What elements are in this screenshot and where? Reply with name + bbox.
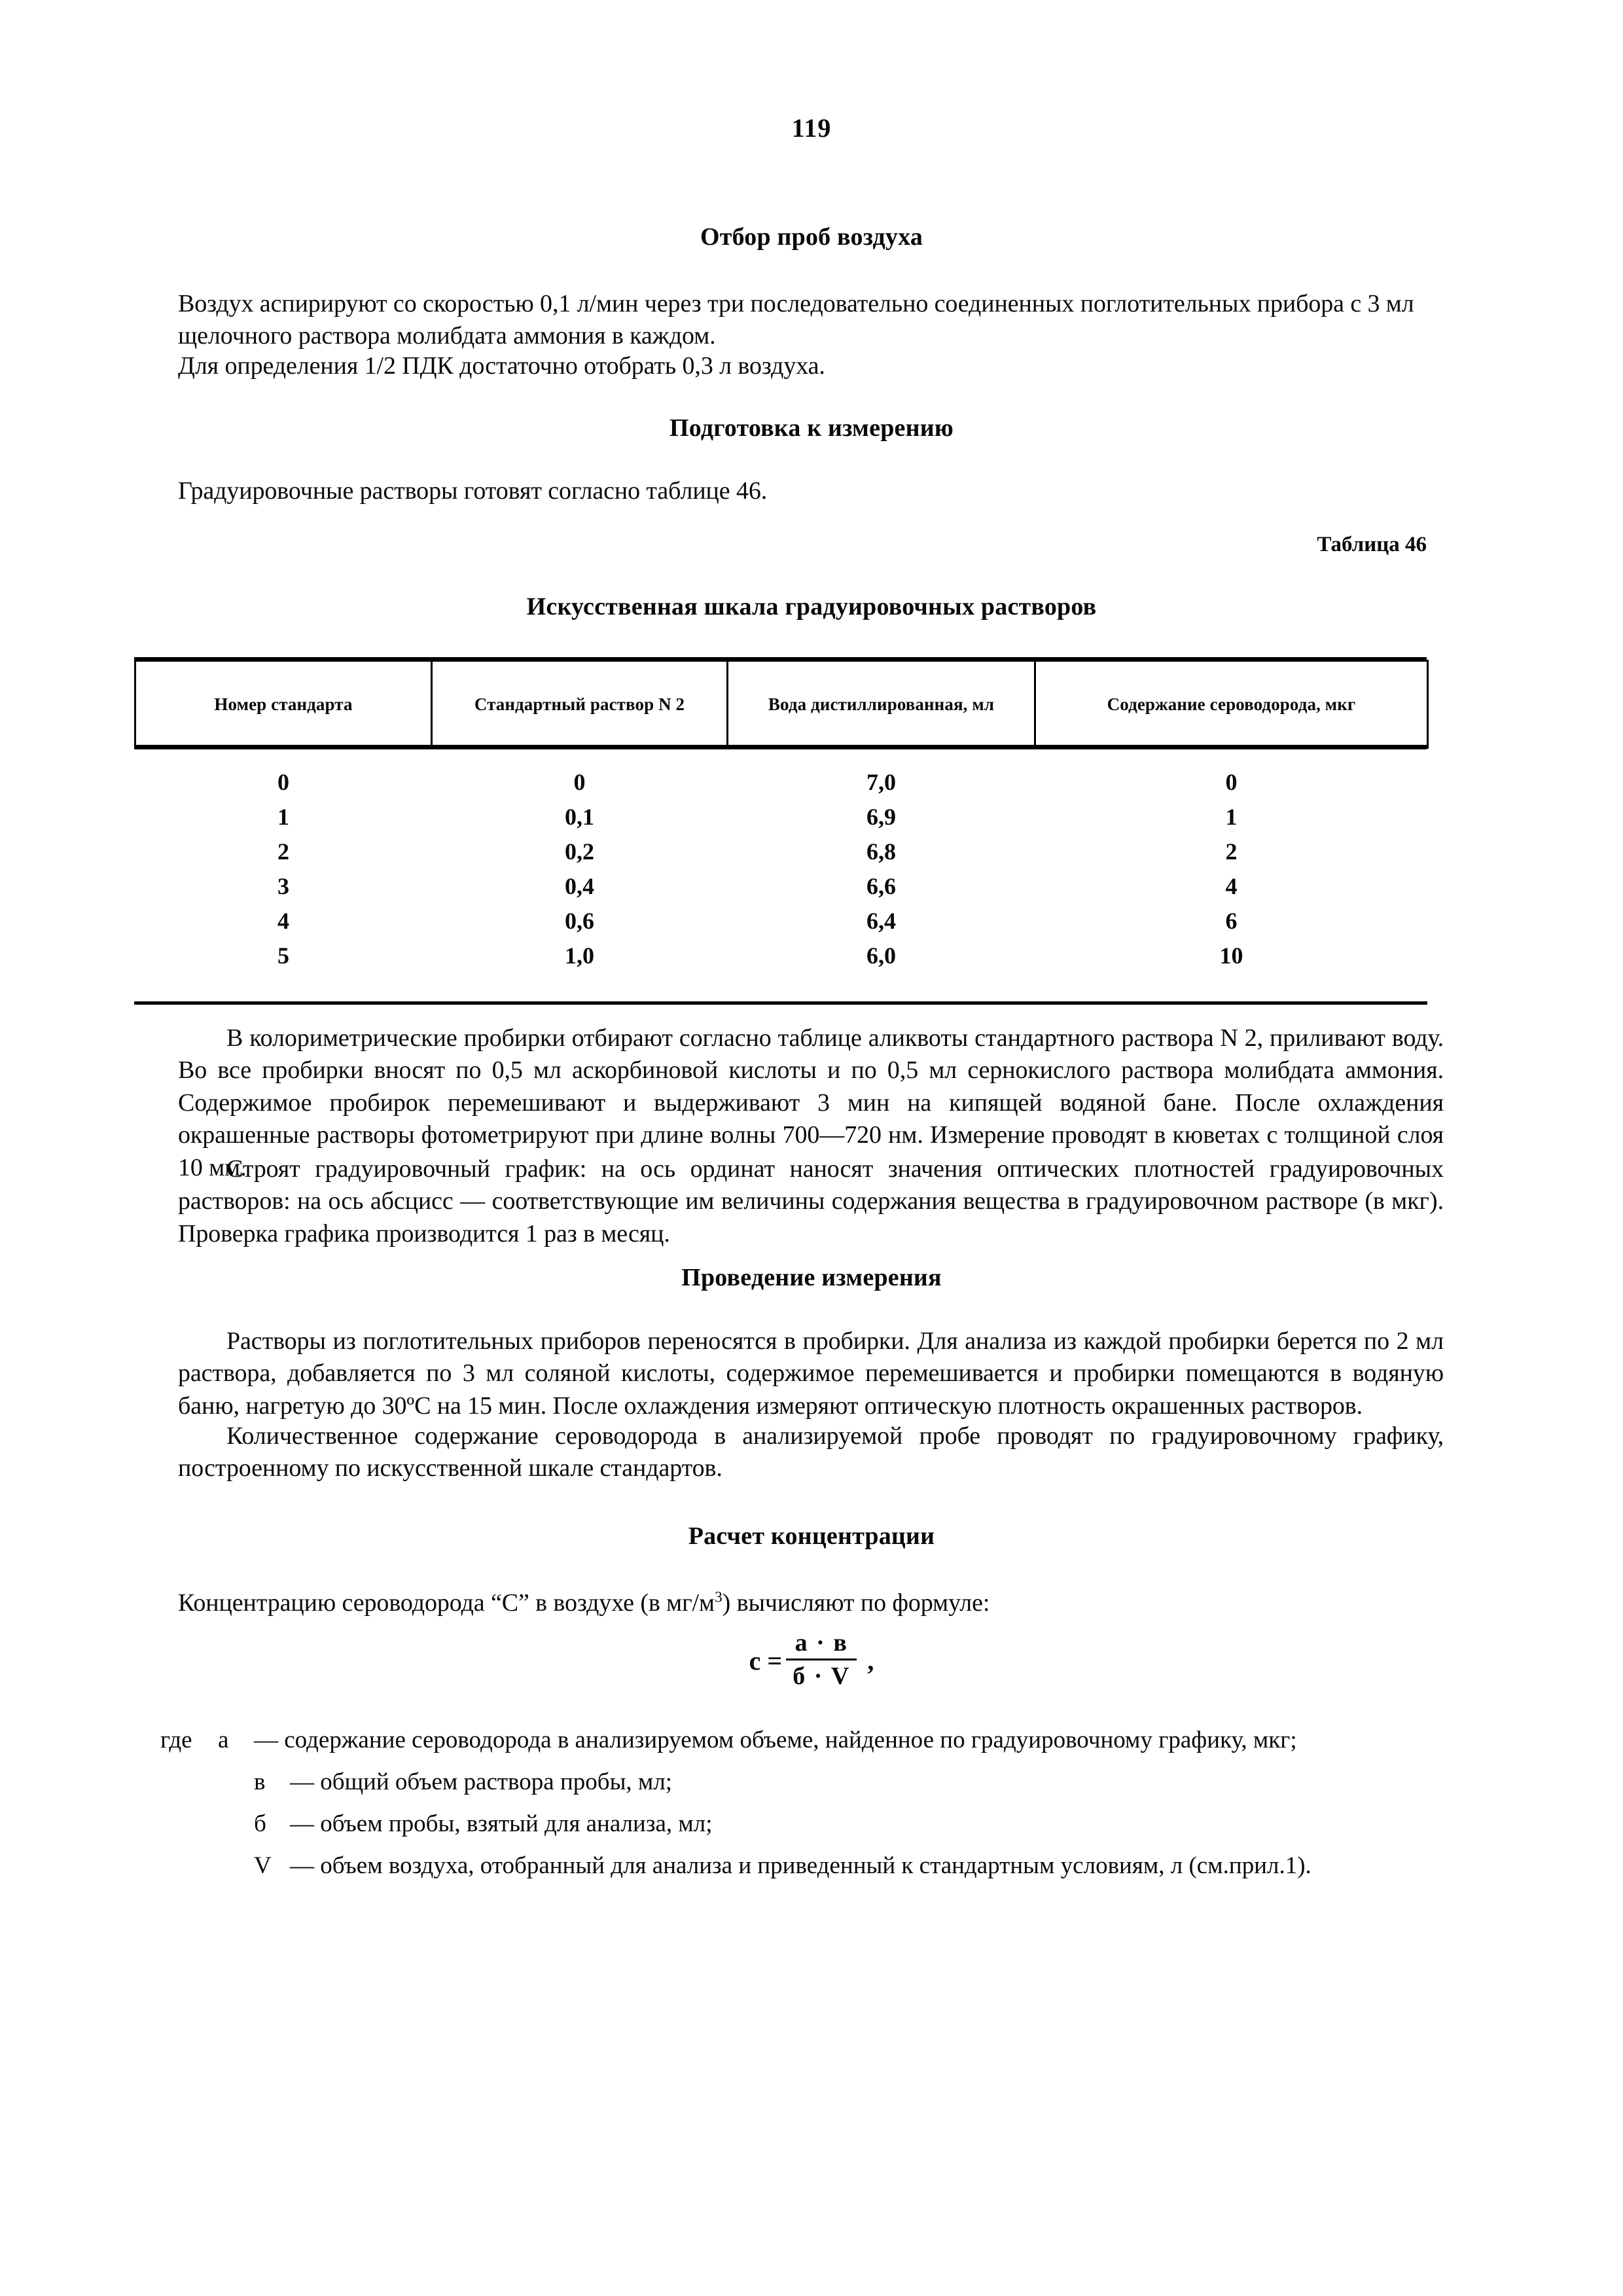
- paragraph-measurement-2: Количественное содержание сероводорода в анализируемой пробе проводят по градуировочному графику, построенному по искусственной шкале стандартов.: [178, 1422, 1444, 1482]
- cell-standard-solution: 1,0: [565, 942, 594, 969]
- calculation-intro-suffix: ) вычисляют по формуле:: [722, 1589, 990, 1617]
- cell-standard-number: 0: [277, 768, 289, 795]
- cell-h2s-content: 1: [1225, 803, 1238, 830]
- table-head: [135, 661, 1428, 748]
- table-title: Искусственная шкала градуировочных растворов: [526, 593, 1097, 620]
- table-row: [135, 869, 1428, 903]
- legend-definition-vv: — объем воздуха, отобранный для анализа и приведенный к стандартным условиям, л (см.прил.1).: [290, 1852, 1311, 1879]
- table-row: [135, 938, 1428, 973]
- legend-definition-a: — содержание сероводорода в анализируемом объеме, найденное по градуировочному графику, мкг;: [254, 1727, 1297, 1753]
- column-header-h2s-content: Содержание сероводорода, мкг: [1035, 661, 1428, 748]
- heading-measurement: Проведение измерения: [681, 1264, 942, 1291]
- cell-standard-number: 1: [277, 803, 289, 830]
- cell-standard-solution: 0: [573, 768, 586, 795]
- legend-definition-v: — общий объем раствора пробы, мл;: [290, 1768, 673, 1795]
- paragraph-preparation-1: Градуировочные растворы готовят согласно таблице 46.: [178, 477, 768, 505]
- cell-standard-solution: 0,2: [565, 838, 594, 865]
- column-header-distilled-water: Вода дистиллированная, мл: [728, 661, 1035, 748]
- formula-lhs: с =: [749, 1646, 783, 1676]
- column-header-standard-number: Номер стандарта: [135, 661, 432, 748]
- formula-tail: ,: [867, 1646, 874, 1676]
- paragraph-measurement-1: Растворы из поглотительных приборов переносятся в пробирки. Для анализа из каждой пробирки берется по 2 мл раствора, добавляется по 3 мл соляной кислоты, содержимое перемешивается и пробирки помещаются в водяную баню, нагретую до 30ºС на 15 мин. После охлаждения измеряют оптическую плотность окрашенных растворов.: [178, 1327, 1444, 1420]
- cell-standard-number: 5: [277, 942, 289, 969]
- cell-distilled-water: 6,9: [866, 803, 896, 830]
- table-number-label: Таблица 46: [1317, 533, 1427, 556]
- heading-preparation: Подготовка к измерению: [669, 414, 954, 442]
- table-row: [135, 903, 1428, 938]
- legend-row-b: [254, 1812, 713, 1836]
- paragraph-after-table-2: Строят градуировочный график: на ось ординат наносят значения оптических плотностей градуировочных растворов: на ось абсцисс — соответствующие им величины содержания вещества в градуировочном растворе (в мкг). Проверка графика производится 1 раз в месяц.: [178, 1155, 1444, 1247]
- calibration-scale-table-wrapper: [134, 660, 1427, 973]
- cell-standard-solution: 0,1: [565, 803, 594, 830]
- calibration-scale-table: [134, 660, 1429, 973]
- cell-distilled-water: 7,0: [866, 768, 896, 795]
- table-header-row: [135, 661, 1428, 748]
- cell-h2s-content: 0: [1225, 768, 1238, 795]
- legend-row-a: [160, 1728, 1297, 1752]
- cell-standard-number: 4: [277, 907, 289, 934]
- cell-h2s-content: 6: [1225, 907, 1238, 934]
- horizontal-rule-under-table: [134, 1001, 1427, 1005]
- cell-standard-solution: 0,4: [565, 872, 594, 899]
- cell-distilled-water: 6,8: [866, 838, 896, 865]
- formula-numerator: а · в: [786, 1628, 857, 1660]
- table-row: [135, 834, 1428, 869]
- paragraph-air-sampling-2: Для определения 1/2 ПДК достаточно отобрать 0,3 л воздуха.: [178, 352, 825, 380]
- cell-distilled-water: 6,6: [866, 872, 896, 899]
- cell-distilled-water: 6,0: [866, 942, 896, 969]
- cell-h2s-content: 2: [1225, 838, 1238, 865]
- table-row: [135, 799, 1428, 834]
- formula-legend: [160, 1728, 1456, 1898]
- concentration-formula: [0, 1630, 1623, 1692]
- heading-calculation: Расчет концентрации: [688, 1522, 935, 1550]
- cell-standard-number: 2: [277, 838, 289, 865]
- legend-definition-b: — объем пробы, взятый для анализа, мл;: [290, 1810, 713, 1837]
- calculation-intro-exponent: 3: [714, 1588, 722, 1606]
- table-row: [135, 748, 1428, 800]
- cell-distilled-water: 6,4: [866, 907, 896, 934]
- legend-symbol-a: а: [218, 1727, 229, 1753]
- cell-h2s-content: 10: [1219, 942, 1243, 969]
- page-number: 119: [791, 113, 832, 143]
- cell-standard-number: 3: [277, 872, 289, 899]
- cell-standard-solution: 0,6: [565, 907, 594, 934]
- formula-fraction: [786, 1628, 857, 1691]
- calculation-intro-prefix: Концентрацию сероводорода “С” в воздухе (в мг/м: [178, 1589, 715, 1617]
- cell-h2s-content: 4: [1225, 872, 1238, 899]
- legend-row-vv: [254, 1854, 1311, 1878]
- paragraph-air-sampling-1: Воздух аспирируют со скоростью 0,1 л/мин через три последовательно соединенных поглотительных прибора с 3 мл щелочного раствора молибдата аммония в каждом.: [178, 290, 1414, 350]
- legend-row-v: [254, 1770, 672, 1794]
- legend-symbol-v: в: [254, 1768, 266, 1795]
- legend-symbol-vv: V: [254, 1852, 272, 1879]
- legend-where-word: где: [160, 1727, 192, 1753]
- column-header-standard-solution: Стандартный раствор N 2: [432, 661, 728, 748]
- calculation-intro: [178, 1587, 1444, 1619]
- table-body: [135, 748, 1428, 973]
- heading-air-sampling: Отбор проб воздуха: [700, 223, 923, 251]
- formula-denominator: б · V: [793, 1662, 851, 1690]
- legend-symbol-b: б: [254, 1810, 266, 1837]
- paragraph-after-table-1: В колориметрические пробирки отбирают согласно таблице аликвоты стандартного раствора N 2, приливают воду. Во все пробирки вносят по 0,5 мл аскорбиновой кислоты и по 0,5 мл сернокислого раствора молибдата аммония. Содержимое пробирок перемешивают и выдерживают 3 мин на кипящей водяной бане. После охлаждения окрашенные растворы фотометрируют при длине волны 700—720 нм. Измерение проводят в кюветах с толщиной слоя 10 мм.: [178, 1024, 1444, 1181]
